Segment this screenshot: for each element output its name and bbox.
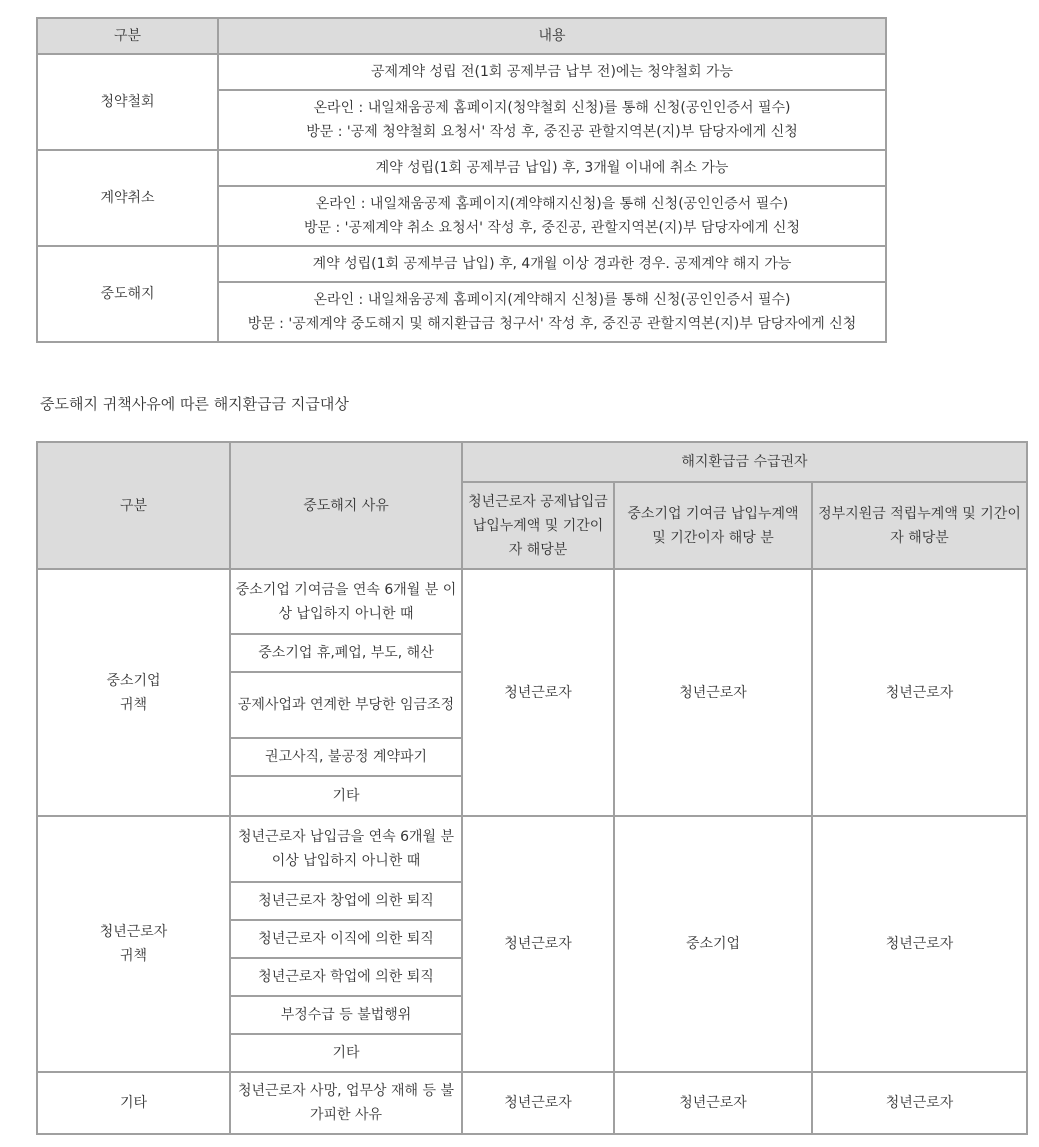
reason-cell: 청년근로자 사망, 업무상 재해 등 불가피한 사유 — [230, 1072, 462, 1134]
table2-header-company: 중소기업 기여금 납입누계액 및 기간이자 해당 분 — [614, 482, 812, 569]
method-line-visit: 방문 : '공제계약 취소 요청서' 작성 후, 중진공, 관할지역본(지)부 담당자에게 신청 — [304, 220, 800, 236]
method-line-visit: 방문 : '공제계약 중도해지 및 해지환급금 청구서' 작성 후, 중진공 관할지역본(지)부 담당자에게 신청 — [247, 316, 857, 332]
method-line-online: 온라인 : 내일채움공제 홈페이지(청약철회 신청)를 통해 신청(공인인증서 필수) — [313, 100, 791, 116]
section-title: 중도해지 귀책사유에 따른 해지환급금 지급대상 — [40, 395, 349, 413]
table1-summary-termination: 계약 성립(1회 공제부금 납입) 후, 4개월 이상 경과한 경우. 공제계약 해지 가능 — [218, 246, 886, 282]
reason-cell: 기타 — [230, 1034, 462, 1072]
recipient-gov-cell: 청년근로자 — [812, 1072, 1027, 1134]
method-line-visit: 방문 : '공제 청약철회 요청서' 작성 후, 중진공 관할지역본(지)부 담당자에게 신청 — [306, 124, 798, 140]
method-line-online: 온라인 : 내일채움공제 홈페이지(계약해지신청)을 통해 신청(공인인증서 필수) — [315, 196, 789, 212]
table1-header-category: 구분 — [37, 18, 218, 54]
table1-method-withdrawal — [218, 90, 886, 150]
table1-category-termination: 중도해지 — [37, 246, 218, 342]
recipient-gov-cell: 청년근로자 — [812, 816, 1027, 1072]
table2-header-worker: 청년근로자 공제납입금 납입누계액 및 기간이자 해당분 — [462, 482, 614, 569]
recipient-company-cell: 청년근로자 — [614, 1072, 812, 1134]
refund-recipient-table — [36, 441, 1028, 1135]
reason-cell: 부정수급 등 불법행위 — [230, 996, 462, 1034]
table2-header-gov: 정부지원금 적립누계액 및 기간이자 해당분 — [812, 482, 1027, 569]
reason-cell: 중소기업 기여금을 연속 6개월 분 이상 납입하지 아니한 때 — [230, 569, 462, 634]
table1-header-content: 내용 — [218, 18, 886, 54]
method-line-online: 온라인 : 내일채움공제 홈페이지(계약해지 신청)를 통해 신청(공인인증서 필수) — [313, 292, 791, 308]
reason-cell: 청년근로자 이직에 의한 퇴직 — [230, 920, 462, 958]
reason-cell: 권고사직, 불공정 계약파기 — [230, 738, 462, 776]
recipient-company-cell: 청년근로자 — [614, 569, 812, 816]
category-line: 청년근로자 — [99, 924, 168, 940]
table1-method-termination — [218, 282, 886, 342]
table1-summary-withdrawal: 공제계약 성립 전(1회 공제부금 납부 전)에는 청약철회 가능 — [218, 54, 886, 90]
reason-cell: 중소기업 휴,폐업, 부도, 해산 — [230, 634, 462, 672]
reason-cell: 청년근로자 창업에 의한 퇴직 — [230, 882, 462, 920]
table1-category-cancel: 계약취소 — [37, 150, 218, 246]
group-category-worker — [37, 816, 230, 1072]
reason-cell: 기타 — [230, 776, 462, 816]
recipient-worker-cell: 청년근로자 — [462, 1072, 614, 1134]
category-line: 중소기업 — [106, 672, 161, 689]
recipient-company-cell: 중소기업 — [614, 816, 812, 1072]
reason-cell: 청년근로자 납입금을 연속 6개월 분 이상 납입하지 아니한 때 — [230, 816, 462, 882]
table1-category-withdrawal: 청약철회 — [37, 54, 218, 150]
table2-header-reason: 중도해지 사유 — [230, 442, 462, 569]
table2-header-category: 구분 — [37, 442, 230, 569]
reason-cell: 공제사업과 연계한 부당한 임금조정 — [230, 672, 462, 738]
category-line: 귀책 — [119, 696, 148, 713]
withdrawal-cancellation-table — [36, 17, 887, 343]
recipient-worker-cell: 청년근로자 — [462, 569, 614, 816]
category-line: 귀책 — [119, 948, 148, 964]
table1-summary-cancel: 계약 성립(1회 공제부금 납입) 후, 3개월 이내에 취소 가능 — [218, 150, 886, 186]
recipient-worker-cell: 청년근로자 — [462, 816, 614, 1072]
reason-cell: 청년근로자 학업에 의한 퇴직 — [230, 958, 462, 996]
group-category-company — [37, 569, 230, 816]
table2-header-recipient: 해지환급금 수급권자 — [462, 442, 1027, 482]
category-line: 기타 — [119, 1095, 148, 1111]
table1-method-cancel — [218, 186, 886, 246]
recipient-gov-cell: 청년근로자 — [812, 569, 1027, 816]
group-category-etc — [37, 1072, 230, 1134]
